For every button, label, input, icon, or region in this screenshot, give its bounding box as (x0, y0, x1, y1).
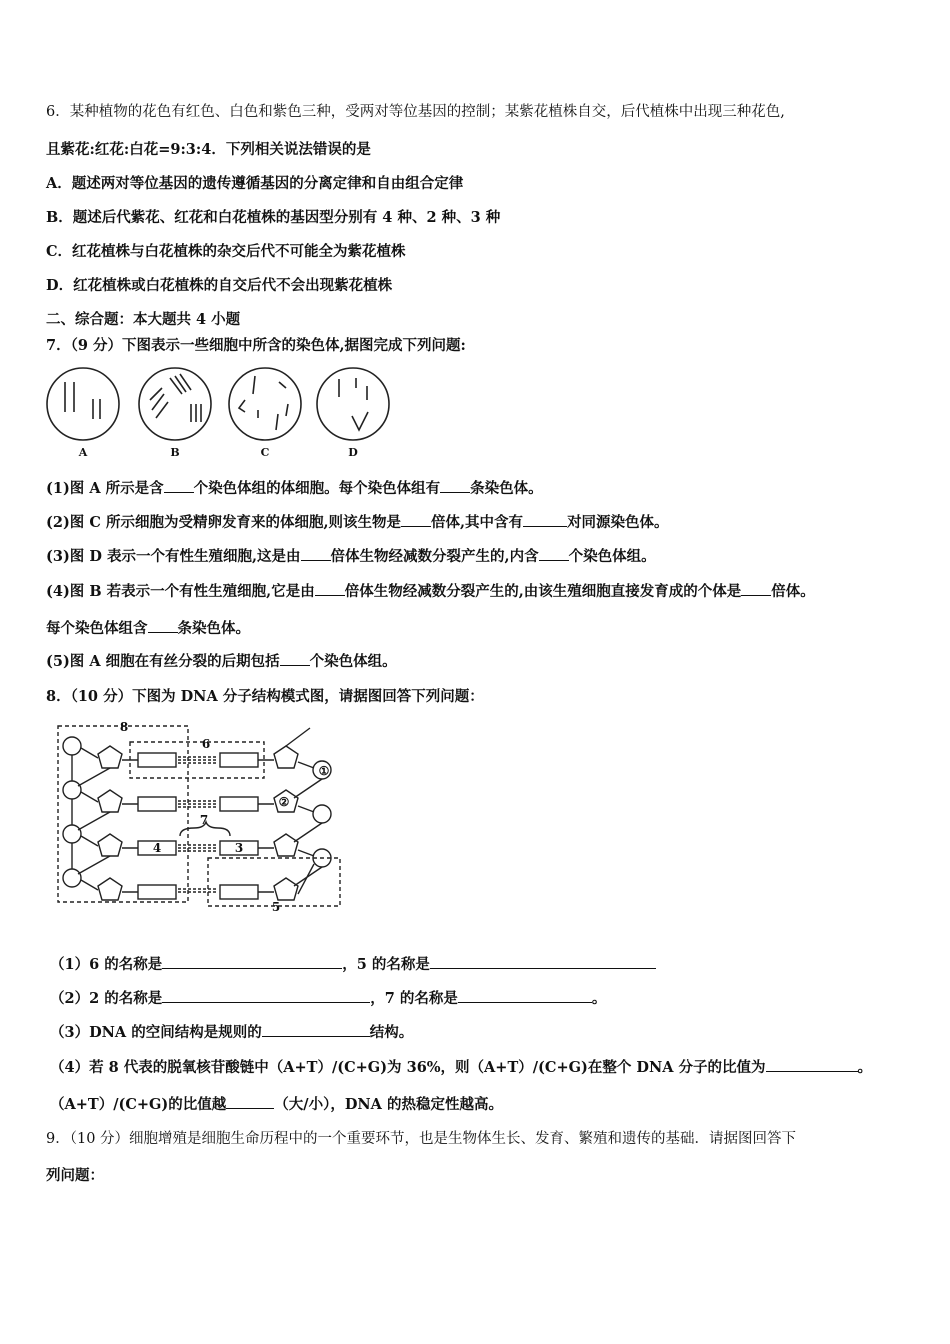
q8-sub2 (50, 989, 606, 1009)
cell-label-b: B (170, 446, 180, 459)
answer-blank[interactable] (430, 955, 656, 969)
label-3: 3 (234, 841, 244, 855)
label-8: 8 (119, 720, 129, 734)
dna-structure-diagram (54, 718, 344, 914)
text: 倍体。 (771, 583, 815, 600)
text: （4）若 8 代表的脱氧核苷酸链中（A+T）/(C+G)为 36%，则（A+T）/(C+G)在整个 DNA 分子的比值为 (50, 1059, 766, 1076)
section-heading: 二、综合题：本大题共 4 小题 (46, 311, 241, 328)
text: 个染色体组。 (568, 548, 656, 565)
q9-stem-line1: 9．（10 分）细胞增殖是细胞生命历程中的一个重要环节，也是生物体生长、发育、繁殖和遗传的基础．请据图回答下 (46, 1131, 797, 1147)
answer-blank[interactable] (301, 547, 331, 561)
answer-blank[interactable] (766, 1058, 858, 1072)
text: ，5 的名称是 (342, 956, 430, 973)
text: (4)图 B 若表示一个有性生殖细胞,它是由 (46, 583, 315, 600)
chromosome-cells-figure (40, 364, 400, 464)
answer-blank[interactable] (148, 619, 178, 633)
answer-blank[interactable] (262, 1023, 370, 1037)
cell-c-outline (229, 368, 301, 440)
text: 结构。 (369, 1024, 414, 1041)
text: (3)图 D 表示一个有性生殖细胞,这是由 (46, 548, 301, 565)
q7-part4-cont (46, 619, 250, 639)
q8-sub3 (50, 1023, 413, 1043)
q6-stem-line1: 6．某种植物的花色有红色、白色和紫色三种，受两对等位基因的控制；某紫花植株自交，后代植株中出现三种花色, (46, 104, 785, 120)
text: 个染色体组。 (309, 653, 397, 670)
text: （2）2 的名称是 (50, 990, 163, 1007)
answer-blank[interactable] (164, 479, 194, 493)
label-4: 4 (152, 841, 162, 855)
text: (1)图 A 所示是含 (46, 480, 164, 497)
q8-sub1 (50, 955, 656, 975)
label-7: 7 (199, 813, 209, 827)
text: （3）DNA 的空间结构是规则的 (50, 1024, 262, 1041)
cell-d-outline (317, 368, 389, 440)
label-2: ② (278, 795, 290, 809)
label-1: ① (318, 764, 330, 778)
text: ，7 的名称是 (370, 990, 458, 1007)
text: 倍体,其中含有 (431, 514, 524, 531)
cell-label-a: A (78, 446, 88, 459)
answer-blank[interactable] (401, 513, 431, 527)
answer-blank[interactable] (162, 955, 342, 969)
q7-stem: 7．（9 分）下图表示一些细胞中所含的染色体,据图完成下列问题: (46, 337, 466, 354)
q6-option-d: D．红花植株或白花植株的自交后代不会出现紫花植株 (46, 277, 393, 294)
label-5: 5 (271, 900, 281, 914)
q9-stem-line2: 列问题： (46, 1167, 104, 1184)
q6-option-c: C．红花植株与白花植株的杂交后代不可能全为紫花植株 (46, 243, 406, 260)
q6-option-a: A．题述两对等位基因的遗传遵循基因的分离定律和自由组合定律 (46, 175, 464, 192)
q7-part3 (46, 547, 656, 567)
text: 。 (591, 990, 607, 1007)
cell-label-c: C (260, 446, 270, 459)
text: 每个染色体组含 (46, 620, 148, 637)
text: (2)图 C 所示细胞为受精卵发育来的体细胞,则该生物是 (46, 514, 401, 531)
text: （A+T）/(C+G)的比值越 (50, 1096, 227, 1113)
q6-option-b: B．题述后代紫花、红花和白花植株的基因型分别有 4 种、2 种、3 种 (46, 209, 501, 226)
text: 。 (857, 1059, 873, 1076)
q8-sub4 (50, 1058, 872, 1078)
q7-part1 (46, 479, 543, 499)
q6-stem-line2: 且紫花:红花:白花=9:3:4．下列相关说法错误的是 (46, 141, 371, 158)
text: (5)图 A 细胞在有丝分裂的后期包括 (46, 653, 280, 670)
text: 个染色体组的体细胞。每个染色体组有 (193, 480, 441, 497)
answer-blank[interactable] (741, 582, 771, 596)
answer-blank[interactable] (539, 547, 569, 561)
q7-part4 (46, 582, 815, 602)
answer-blank[interactable] (280, 652, 310, 666)
answer-blank[interactable] (315, 582, 345, 596)
q8-sub4-cont (50, 1095, 503, 1115)
text: （大/小），DNA 的热稳定性越高。 (274, 1096, 503, 1113)
answer-blank[interactable] (458, 989, 592, 1003)
box-6 (130, 742, 264, 778)
text: 倍体生物经减数分裂产生的,内含 (330, 548, 539, 565)
q7-part5 (46, 652, 397, 672)
answer-blank[interactable] (523, 513, 567, 527)
text: 对同源染色体。 (567, 514, 669, 531)
q7-part2 (46, 513, 669, 533)
answer-blank[interactable] (440, 479, 470, 493)
text: 条染色体。 (177, 620, 250, 637)
cell-a-outline (47, 368, 119, 440)
answer-blank[interactable] (162, 989, 370, 1003)
text: 倍体生物经减数分裂产生的,由该生殖细胞直接发育成的个体是 (344, 583, 742, 600)
text: 条染色体。 (470, 480, 543, 497)
text: （1）6 的名称是 (50, 956, 163, 973)
answer-blank[interactable] (226, 1095, 274, 1109)
cell-label-d: D (348, 446, 358, 459)
label-6: 6 (201, 737, 211, 751)
q8-stem: 8．（10 分）下图为 DNA 分子结构模式图，请据图回答下列问题： (46, 688, 484, 705)
